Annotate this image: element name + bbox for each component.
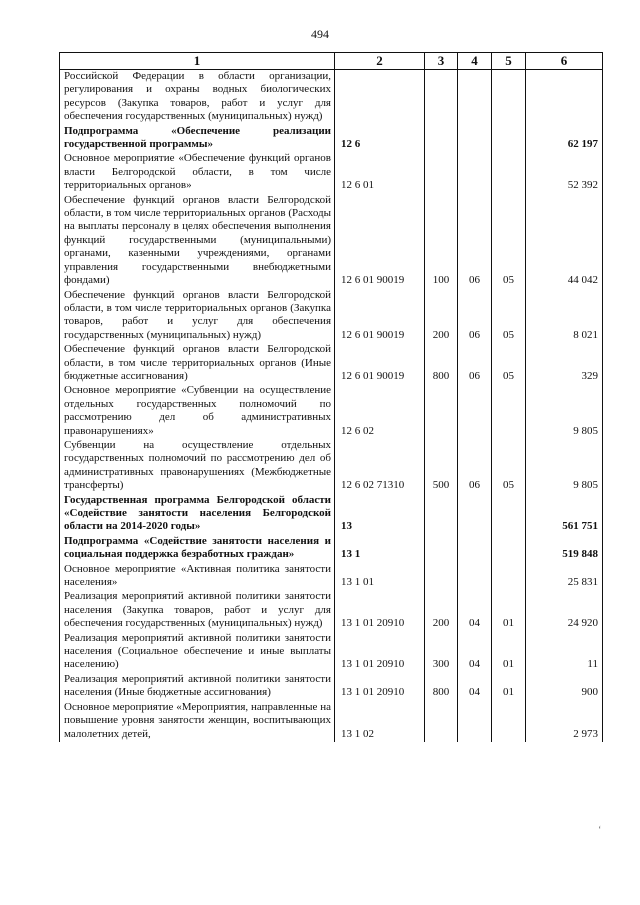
row-expense-type: 200 xyxy=(425,590,458,631)
row-expense-type xyxy=(425,125,458,153)
row-code: 12 6 01 90019 xyxy=(335,289,425,344)
table-row xyxy=(60,563,603,591)
row-section: 06 xyxy=(458,289,492,344)
row-code: 12 6 xyxy=(335,125,425,153)
row-section: 06 xyxy=(458,439,492,494)
row-description: Обеспечение функций органов власти Белгородской области, в том числе территориальных органов (Закупка товаров, работ и услуг для обеспечения государственных (муниципальных) нужд) xyxy=(60,289,335,344)
row-expense-type xyxy=(425,152,458,193)
row-expense-type: 800 xyxy=(425,673,458,701)
row-description: Подпрограмма «Содействие занятости населения и социальная поддержка безработных граждан» xyxy=(60,535,335,563)
row-description: Основное мероприятие «Мероприятия, направленные на повышение уровня занятости женщин, воспитывающих малолетних детей, xyxy=(60,701,335,742)
row-amount: 329 xyxy=(526,343,603,384)
row-subsection xyxy=(492,701,526,742)
scan-mark: ‘ xyxy=(598,825,602,836)
row-code: 12 6 01 xyxy=(335,152,425,193)
table-row xyxy=(60,494,603,535)
row-amount: 519 848 xyxy=(526,535,603,563)
row-expense-type: 800 xyxy=(425,343,458,384)
row-section xyxy=(458,563,492,591)
row-code: 13 1 02 xyxy=(335,701,425,742)
row-amount: 44 042 xyxy=(526,194,603,289)
table-row xyxy=(60,701,603,742)
row-subsection: 01 xyxy=(492,673,526,701)
row-subsection xyxy=(492,70,526,125)
row-expense-type: 300 xyxy=(425,632,458,673)
table-row xyxy=(60,535,603,563)
row-code: 13 1 01 20910 xyxy=(335,590,425,631)
table-row xyxy=(60,343,603,384)
column-header-2: 2 xyxy=(335,53,425,70)
row-section: 06 xyxy=(458,343,492,384)
table-row xyxy=(60,152,603,193)
row-subsection: 05 xyxy=(492,343,526,384)
row-section: 04 xyxy=(458,590,492,631)
row-code xyxy=(335,70,425,125)
row-subsection: 01 xyxy=(492,632,526,673)
row-amount: 9 805 xyxy=(526,439,603,494)
row-subsection xyxy=(492,494,526,535)
row-description: Основное мероприятие «Обеспечение функций органов власти Белгородской области, в том числе территориальных органов» xyxy=(60,152,335,193)
row-expense-type xyxy=(425,70,458,125)
row-code: 13 1 01 xyxy=(335,563,425,591)
row-code: 13 1 xyxy=(335,535,425,563)
row-section: 04 xyxy=(458,673,492,701)
row-section xyxy=(458,701,492,742)
row-section xyxy=(458,535,492,563)
row-description: Реализация мероприятий активной политики занятости населения (Закупка товаров, работ и услуг для обеспечения государственных (муниципальных) нужд) xyxy=(60,590,335,631)
table-row xyxy=(60,289,603,344)
row-amount: 561 751 xyxy=(526,494,603,535)
table-row xyxy=(60,673,603,701)
table-row xyxy=(60,384,603,439)
row-amount: 9 805 xyxy=(526,384,603,439)
row-amount: 25 831 xyxy=(526,563,603,591)
row-subsection: 05 xyxy=(492,194,526,289)
row-amount: 11 xyxy=(526,632,603,673)
row-description: Основное мероприятие «Субвенции на осуществление отдельных государственных полномочий по рассмотрению дел об административных правонарушениях» xyxy=(60,384,335,439)
table-body xyxy=(60,70,603,742)
page-number: 494 xyxy=(311,27,329,41)
row-description: Государственная программа Белгородской области «Содействие занятости населения Белгородской области на 2014-2020 годы» xyxy=(60,494,335,535)
row-expense-type xyxy=(425,535,458,563)
row-amount: 24 920 xyxy=(526,590,603,631)
table-row xyxy=(60,632,603,673)
row-description: Обеспечение функций органов власти Белгородской области, в том числе территориальных органов (Расходы на выплаты персоналу в целях обеспечения выполнения функций государственными (муниципальными) органами, казенными учреждениями, органами управления государственными внебюджетными фондами) xyxy=(60,194,335,289)
table-row xyxy=(60,70,603,125)
row-expense-type: 500 xyxy=(425,439,458,494)
row-description: Субвенции на осуществление отдельных государственных полномочий по рассмотрению дел об административных правонарушениях (Межбюджетные трансферты) xyxy=(60,439,335,494)
row-expense-type xyxy=(425,384,458,439)
row-amount: 2 973 xyxy=(526,701,603,742)
row-code: 13 1 01 20910 xyxy=(335,673,425,701)
column-header-1: 1 xyxy=(60,53,335,70)
row-description: Реализация мероприятий активной политики занятости населения (Социальное обеспечение и иные выплаты населению) xyxy=(60,632,335,673)
row-amount: 52 392 xyxy=(526,152,603,193)
column-header-6: 6 xyxy=(526,53,603,70)
table-row xyxy=(60,125,603,153)
row-subsection xyxy=(492,563,526,591)
row-description: Основное мероприятие «Активная политика занятости населения» xyxy=(60,563,335,591)
column-header-4: 4 xyxy=(458,53,492,70)
row-subsection xyxy=(492,125,526,153)
row-code: 13 1 01 20910 xyxy=(335,632,425,673)
row-code: 12 6 02 xyxy=(335,384,425,439)
row-subsection: 01 xyxy=(492,590,526,631)
row-section: 04 xyxy=(458,632,492,673)
row-code: 13 xyxy=(335,494,425,535)
row-section xyxy=(458,70,492,125)
budget-table xyxy=(59,52,603,742)
row-section xyxy=(458,152,492,193)
row-section xyxy=(458,384,492,439)
row-amount: 62 197 xyxy=(526,125,603,153)
table-row xyxy=(60,590,603,631)
row-description: Подпрограмма «Обеспечение реализации государственной программы» xyxy=(60,125,335,153)
row-expense-type: 200 xyxy=(425,289,458,344)
row-description: Обеспечение функций органов власти Белгородской области, в том числе территориальных органов (Иные бюджетные ассигнования) xyxy=(60,343,335,384)
row-subsection: 05 xyxy=(492,289,526,344)
row-description: Российской Федерации в области организации, регулирования и охраны водных биологических ресурсов (Закупка товаров, работ и услуг для обеспечения государственных (муниципальных) нужд) xyxy=(60,70,335,125)
row-subsection xyxy=(492,384,526,439)
header-row xyxy=(60,53,603,70)
row-code: 12 6 01 90019 xyxy=(335,194,425,289)
row-subsection xyxy=(492,152,526,193)
row-code: 12 6 02 71310 xyxy=(335,439,425,494)
row-expense-type xyxy=(425,563,458,591)
column-header-3: 3 xyxy=(425,53,458,70)
table-row xyxy=(60,194,603,289)
row-amount xyxy=(526,70,603,125)
row-section: 06 xyxy=(458,194,492,289)
row-section xyxy=(458,494,492,535)
row-expense-type xyxy=(425,701,458,742)
row-subsection xyxy=(492,535,526,563)
row-amount: 8 021 xyxy=(526,289,603,344)
column-header-5: 5 xyxy=(492,53,526,70)
row-expense-type xyxy=(425,494,458,535)
row-code: 12 6 01 90019 xyxy=(335,343,425,384)
row-subsection: 05 xyxy=(492,439,526,494)
row-amount: 900 xyxy=(526,673,603,701)
row-section xyxy=(458,125,492,153)
row-description: Реализация мероприятий активной политики занятости населения (Иные бюджетные ассигнования) xyxy=(60,673,335,701)
table-row xyxy=(60,439,603,494)
row-expense-type: 100 xyxy=(425,194,458,289)
